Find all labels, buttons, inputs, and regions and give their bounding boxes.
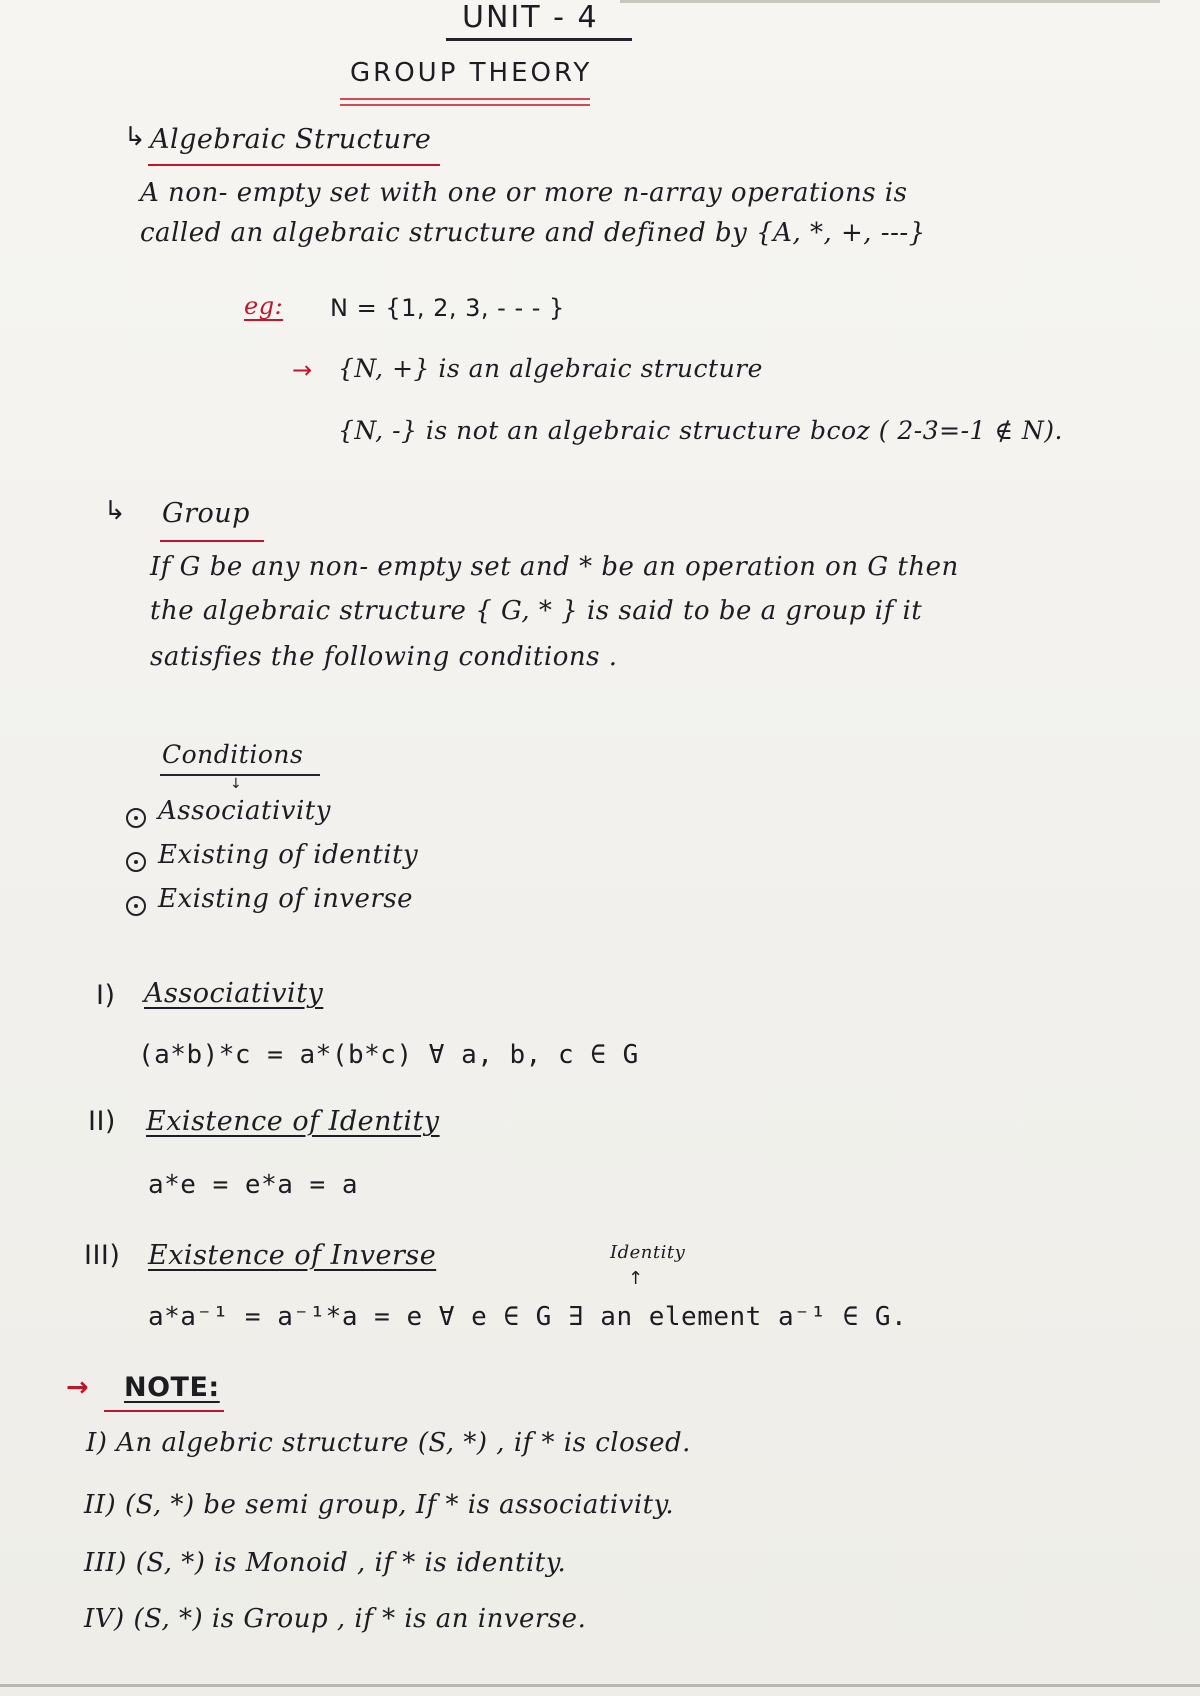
chapter-title: GROUP THEORY bbox=[350, 58, 593, 88]
group-heading: Group bbox=[162, 498, 250, 529]
example-arrow-icon: → bbox=[292, 356, 313, 384]
title-underline-2 bbox=[340, 104, 590, 106]
property-number: I) bbox=[96, 980, 116, 1011]
page-bottom-edge bbox=[0, 1684, 1200, 1687]
title-underline bbox=[340, 98, 590, 100]
algebraic-heading: Algebraic Structure bbox=[150, 124, 432, 155]
group-def-line1: If G be any non- empty set and * be an operation on G then bbox=[150, 552, 959, 582]
up-arrow-icon: ↑ bbox=[628, 1268, 644, 1289]
page-top-edge bbox=[620, 0, 1160, 3]
property-title: Existence of Identity bbox=[146, 1106, 440, 1137]
conditions-heading: Conditions bbox=[162, 740, 304, 769]
property-number: II) bbox=[88, 1106, 116, 1137]
bullet-icon bbox=[126, 852, 146, 872]
hook-arrow-icon: ↳ bbox=[124, 122, 146, 152]
note-underline bbox=[104, 1410, 224, 1412]
down-arrow-icon: ↓ bbox=[230, 776, 243, 792]
condition-item: Existing of inverse bbox=[158, 884, 414, 914]
property-title: Existence of Inverse bbox=[148, 1240, 437, 1271]
algebraic-heading-underline bbox=[148, 164, 440, 166]
note-item: II) (S, *) be semi group, If * is associativity. bbox=[84, 1490, 675, 1520]
group-def-line2: the algebraic structure { G, * } is said to be a group if it bbox=[150, 596, 923, 626]
note-arrow-icon: → bbox=[66, 1372, 90, 1403]
note-item: IV) (S, *) is Group , if * is an inverse. bbox=[84, 1604, 587, 1634]
example-1: {N, +} is an algebraic structure bbox=[338, 354, 763, 383]
example-label: eg: bbox=[244, 292, 284, 320]
property-title: Associativity bbox=[144, 978, 324, 1009]
bullet-icon bbox=[126, 808, 146, 828]
note-label: NOTE: bbox=[124, 1372, 220, 1403]
hook-arrow-icon: ↳ bbox=[104, 496, 126, 526]
property-formula: (a*b)*c = a*(b*c) ∀ a, b, c ∈ G bbox=[138, 1040, 639, 1070]
algebraic-def-line1: A non- empty set with one or more n-array operations is bbox=[140, 178, 908, 208]
group-heading-underline bbox=[160, 540, 264, 542]
bullet-icon bbox=[126, 896, 146, 916]
example-2: {N, -} is not an algebraic structure bcoz ( 2-3=-1 ∉ N). bbox=[338, 416, 1063, 445]
identity-annotation: Identity bbox=[610, 1242, 686, 1263]
property-formula: a*a⁻¹ = a⁻¹*a = e ∀ e ∈ G ∃ an element a⁻¹ ∈ G. bbox=[148, 1302, 908, 1332]
condition-item: Associativity bbox=[158, 796, 331, 826]
note-item: III) (S, *) is Monoid , if * is identity. bbox=[84, 1548, 567, 1578]
unit-underline bbox=[446, 38, 632, 41]
unit-heading: UNIT - 4 bbox=[462, 0, 599, 35]
property-number: III) bbox=[84, 1240, 121, 1271]
note-item: I) An algebric structure (S, *) , if * is closed. bbox=[86, 1428, 691, 1458]
example-set: N = {1, 2, 3, - - - } bbox=[330, 294, 565, 322]
algebraic-def-line2: called an algebraic structure and defined by {A, *, +, ---} bbox=[140, 218, 926, 248]
group-def-line3: satisfies the following conditions . bbox=[150, 642, 618, 672]
property-formula: a*e = e*a = a bbox=[148, 1170, 358, 1200]
condition-item: Existing of identity bbox=[158, 840, 419, 870]
